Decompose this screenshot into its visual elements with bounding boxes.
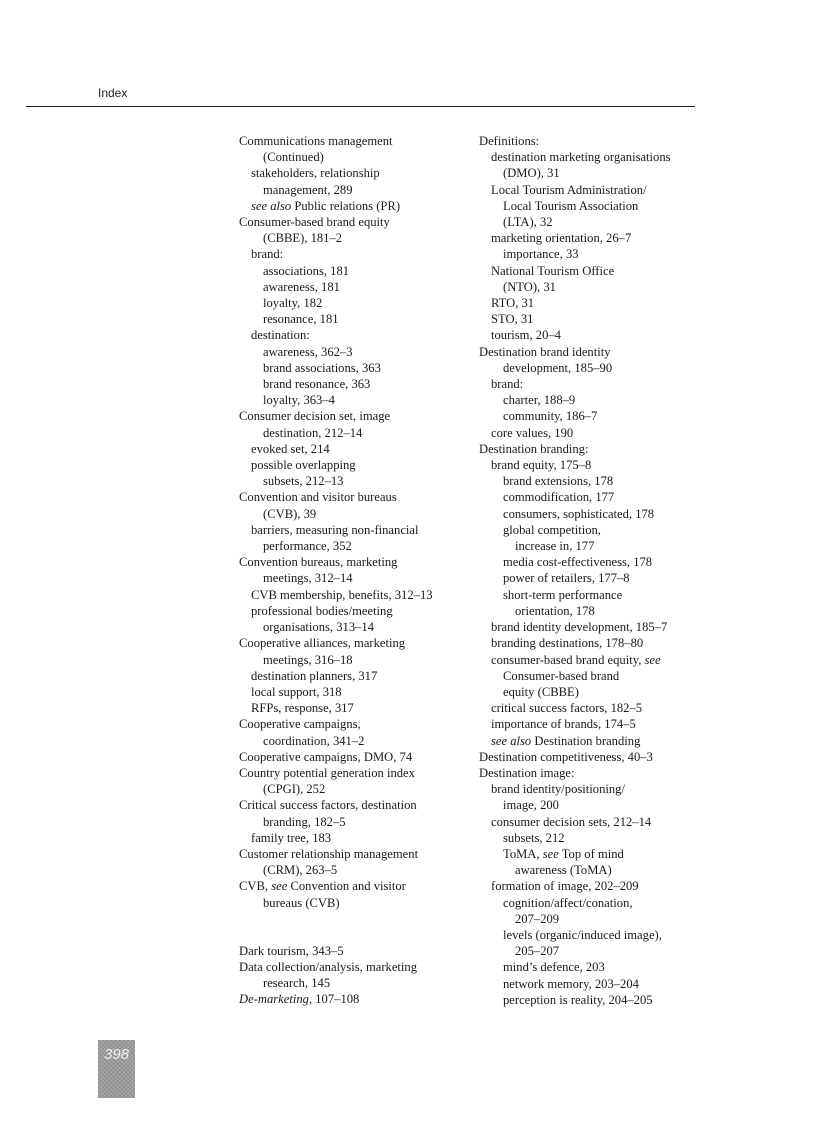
index-entry-text: Customer relationship management [239,846,419,861]
index-entry [239,765,464,781]
index-entry-text: importance, 33 [503,247,579,262]
index-entry [479,846,709,862]
index-entry [479,895,709,911]
index-entry [479,797,709,813]
index-entry [479,457,709,473]
index-entry [479,830,709,846]
index-entry [479,522,709,538]
index-entry-text: meetings, 316–18 [263,652,353,667]
index-entry [479,133,709,149]
index-entry [239,603,464,619]
index-entry [239,749,464,765]
index-entry [479,814,709,830]
index-entry-target: Convention and visitor [287,879,406,894]
index-entry-text: Local Tourism Administration/ [491,182,647,197]
header-rule [26,106,695,107]
index-entry-text: National Tourism Office [491,263,615,278]
index-entry-text: research, 145 [263,976,331,991]
index-entry [479,765,709,781]
index-entry-text: power of retailers, 177–8 [503,571,630,586]
index-entry-text: cognition/affect/conation, [503,895,633,910]
index-entry [479,149,709,165]
index-entry [239,295,464,311]
index-entry-text: Local Tourism Association [503,198,639,213]
index-entry [239,570,464,586]
index-entry [239,506,464,522]
index-entry [239,862,464,878]
index-entry [479,684,709,700]
index-entry-text: Destination image: [479,765,575,780]
index-entry [479,927,709,943]
index-entry [479,263,709,279]
index-entry-text: importance of brands, 174–5 [491,717,636,732]
index-entry-text: associations, 181 [263,263,350,278]
index-entry-text: global competition, [503,522,601,537]
index-entry [239,408,464,424]
index-entry [479,603,709,619]
index-entry-text: brand resonance, 363 [263,377,371,392]
index-entry [479,489,709,505]
index-entry-text: brand extensions, 178 [503,474,614,489]
index-entry-text: bureaus (CVB) [263,895,340,910]
index-entry-target: Top of mind [558,846,624,861]
index-entry [479,246,709,262]
index-entry [239,198,464,214]
index-entry [479,943,709,959]
index-entry-text: critical success factors, 182–5 [491,701,643,716]
index-entry-text: destination, 212–14 [263,425,363,440]
index-entry [239,975,464,991]
index-entry [239,279,464,295]
index-entry [479,230,709,246]
index-entry [239,587,464,603]
index-entry [479,360,709,376]
index-entry-text: marketing orientation, 26–7 [491,231,632,246]
index-entry-text: awareness (ToMA) [515,863,612,878]
index-entry [239,473,464,489]
index-entry-text: subsets, 212 [503,830,565,845]
index-entry-text: STO, 31 [491,312,534,327]
index-entry [239,182,464,198]
index-entry [479,668,709,684]
index-column-right [479,133,709,1008]
index-entry-text: short-term performance [503,587,623,602]
index-entry-text: destination marketing organisations [491,150,671,165]
index-entry-text: Cooperative campaigns, [239,717,361,732]
index-entry-text: management, 289 [263,182,353,197]
index-entry [239,733,464,749]
index-entry-text: (LTA), 32 [503,215,553,230]
index-letter-gap [239,911,464,943]
index-entry-italic: see also [491,733,532,748]
index-entry [239,230,464,246]
index-entry [479,408,709,424]
index-entry [239,263,464,279]
index-entry [239,246,464,262]
index-entry-text: family tree, 183 [251,830,332,845]
index-entry [239,716,464,732]
index-entry [239,344,464,360]
index-entry-text: 205–207 [515,944,560,959]
index-entry-text: image, 200 [503,798,559,813]
index-entry [479,392,709,408]
index-entry-text: orientation, 178 [515,603,595,618]
index-entry-text: local support, 318 [251,684,342,699]
index-entry [239,425,464,441]
index-entry [479,959,709,975]
index-entry [479,976,709,992]
index-entry-text: brand identity/positioning/ [491,782,625,797]
index-entry-text: Destination branding: [479,441,589,456]
index-entry-text: Public relations (PR) [291,198,401,213]
index-entry-text: Destination branding [531,733,641,748]
index-entry-text: Consumer-based brand equity [239,215,390,230]
index-entry [479,749,709,765]
index-entry-text: consumer-based brand equity, [491,652,645,667]
index-entry-text: RFPs, response, 317 [251,701,354,716]
index-column-left [239,133,464,1008]
index-entry [239,781,464,797]
index-entry-text: levels (organic/induced image), [503,927,662,942]
index-entry [239,700,464,716]
index-entry-text: brand: [491,377,524,392]
index-entry [479,311,709,327]
index-entry-text: Convention bureaus, marketing [239,555,398,570]
index-entry [479,295,709,311]
index-entry-text: increase in, 177 [515,539,595,554]
index-entry-text: possible overlapping [251,458,356,473]
index-entry [479,554,709,570]
index-entry-text: loyalty, 363–4 [263,393,335,408]
index-entry [479,182,709,198]
index-entry [479,716,709,732]
index-entry [239,214,464,230]
index-entry-text: Country potential generation index [239,765,415,780]
index-entry-text: Communications management [239,134,393,148]
index-entry-text: Definitions: [479,134,540,148]
index-entry-text: development, 185–90 [503,360,613,375]
index-entry-text: formation of image, 202–209 [491,879,639,894]
index-entry [479,279,709,295]
index-entry [479,506,709,522]
index-entry-text: evoked set, 214 [251,441,330,456]
index-entry [479,652,709,668]
index-entry-see: see [542,846,559,861]
index-entry [479,635,709,651]
index-entry [239,991,464,1007]
folio-box [98,1040,135,1098]
index-entry-text: mind’s defence, 203 [503,960,605,975]
index-entry-text: equity (CBBE) [503,684,579,699]
index-entry [239,133,464,149]
index-entry-italic: see also [251,198,292,213]
index-entry [479,327,709,343]
index-entry [239,554,464,570]
index-entry-text: Consumer decision set, image [239,409,391,424]
index-entry [239,376,464,392]
index-entry-text: Convention and visitor bureaus [239,490,397,505]
index-entry-text: branding, 182–5 [263,814,346,829]
index-entry-text: (CVB), 39 [263,506,317,521]
index-entry-see: see [644,652,661,667]
index-entry-text: consumers, sophisticated, 178 [503,506,655,521]
index-entry [479,425,709,441]
index-entry-text: Data collection/analysis, marketing [239,959,418,974]
index-entry [239,538,464,554]
index-entry-text: 207–209 [515,911,560,926]
index-entry [239,149,464,165]
index-entry [479,619,709,635]
index-entry [479,441,709,457]
index-entry-text: Destination competitiveness, 40–3 [479,749,653,764]
index-entry-text: awareness, 181 [263,279,340,294]
index-entry [239,684,464,700]
index-entry-text: Consumer-based brand [503,668,620,683]
index-entry [239,846,464,862]
index-entry-text: loyalty, 182 [263,296,323,311]
index-entry [239,814,464,830]
index-entry [239,619,464,635]
index-entry-text: community, 186–7 [503,409,598,424]
index-entry [239,441,464,457]
index-entry [479,862,709,878]
index-entry-text: Destination brand identity [479,344,611,359]
index-entry-text: core values, 190 [491,425,574,440]
index-entry [239,652,464,668]
index-entry-text: CVB, [239,879,272,894]
index-entry [239,830,464,846]
index-entry [239,878,464,894]
index-entry-text: (DMO), 31 [503,166,560,181]
index-entry [239,895,464,911]
index-entry-text: charter, 188–9 [503,393,576,408]
index-entry-text: network memory, 203–204 [503,976,639,991]
index-entry-text: perception is reality, 204–205 [503,992,653,1007]
index-entry [239,457,464,473]
index-entry-text: RTO, 31 [491,296,535,311]
index-entry [239,165,464,181]
index-entry [239,522,464,538]
index-entry [479,878,709,894]
index-entry-text: branding destinations, 178–80 [491,636,644,651]
index-entry [479,911,709,927]
index-entry-text: Cooperative alliances, marketing [239,636,406,651]
index-entry-text: Dark tourism, 343–5 [239,943,344,958]
index-entry-text: brand identity development, 185–7 [491,620,668,635]
index-entry-text: CVB membership, benefits, 312–13 [251,587,433,602]
index-entry [479,587,709,603]
index-entry [239,943,464,959]
index-entry [239,360,464,376]
index-entry [479,344,709,360]
index-entry [239,797,464,813]
index-entry-text: , 107–108 [308,992,360,1007]
index-entry-text: organisations, 313–14 [263,620,375,635]
index-entry-text: (CRM), 263–5 [263,863,338,878]
index-entry [239,392,464,408]
index-entry-text: media cost-effectiveness, 178 [503,555,653,570]
index-entry [239,668,464,684]
index-entry-text: barriers, measuring non-financial [251,522,419,537]
index-entry [239,327,464,343]
index-entry-text: subsets, 212–13 [263,474,344,489]
index-entry-text: destination planners, 317 [251,668,378,683]
running-head: Index [98,86,128,100]
index-entry [479,473,709,489]
index-entry-text: coordination, 341–2 [263,733,365,748]
index-entry-text: brand associations, 363 [263,360,381,375]
index-entry-text: commodification, 177 [503,490,615,505]
index-entry [479,570,709,586]
index-entry [479,781,709,797]
index-entry-text: brand equity, 175–8 [491,458,592,473]
index-entry-italic: De-marketing [239,992,309,1007]
index-entry-text: Cooperative campaigns, DMO, 74 [239,749,413,764]
index-entry-text: professional bodies/meeting [251,603,393,618]
index-entry-text: ToMA, [503,846,543,861]
index-entry [239,959,464,975]
index-entry [479,538,709,554]
index-entry-text: brand: [251,247,284,262]
index-entry-text: (NTO), 31 [503,279,556,294]
index-entry-text: performance, 352 [263,539,352,554]
index-entry-text: tourism, 20–4 [491,328,561,343]
index-entry-text: stakeholders, relationship [251,166,380,181]
index-entry [479,376,709,392]
index-entry [479,733,709,749]
index-entry [239,311,464,327]
index-entry-text: consumer decision sets, 212–14 [491,814,652,829]
index-entry-text: resonance, 181 [263,312,339,327]
index-entry [239,489,464,505]
index-entry-text: (CBBE), 181–2 [263,231,343,246]
index-entry-text: meetings, 312–14 [263,571,353,586]
index-entry [479,992,709,1008]
index-entry-text: (Continued) [263,150,324,165]
index-entry-text: awareness, 362–3 [263,344,353,359]
index-entry [239,635,464,651]
index-entry-text: (CPGI), 252 [263,782,326,797]
index-entry-see: see [271,879,288,894]
index-entry-text: Critical success factors, destination [239,798,417,813]
index-entry-text: destination: [251,328,310,343]
index-entry [479,198,709,214]
page-number: 398 [103,1046,130,1063]
index-entry [479,214,709,230]
index-entry [479,700,709,716]
index-entry [479,165,709,181]
